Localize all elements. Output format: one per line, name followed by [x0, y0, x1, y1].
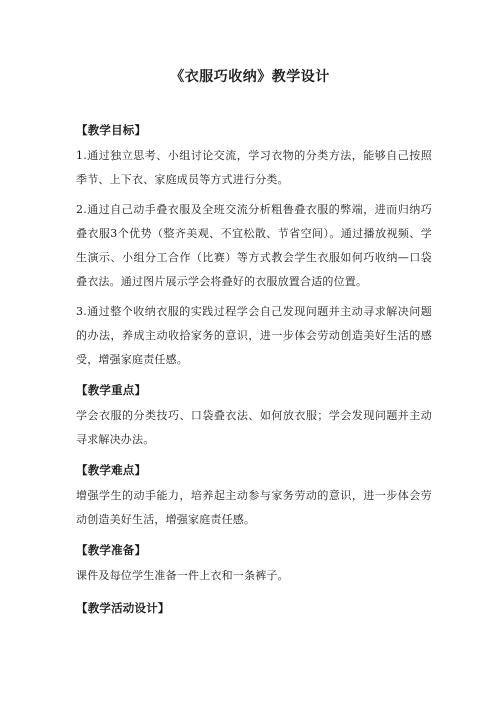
key-points-text: 学会衣服的分类技巧、口袋叠衣法、如何放衣服；学会发现问题并主动寻求解决办法。	[76, 409, 432, 446]
section-key-points	[76, 378, 432, 452]
preparation-text: 课件及每位学生准备一件上衣和一条裤子。	[76, 569, 289, 582]
goal-item-2: 2.通过自己动手叠衣服及全班交流分析粗鲁叠衣服的弊端，进而归纳巧叠衣服3个优势（整齐美观、不宜松散、节省空间）。通过播放视频、学生演示、小组分工合作（比赛）等方式教会学生衣服如何巧收纳—口袋叠衣法。通过图片展示学会将叠好的衣服放置合适的位置。	[76, 203, 432, 288]
section-preparation	[76, 538, 432, 588]
section-heading: 【教学目标】	[76, 123, 147, 137]
section-heading: 【教学活动设计】	[76, 601, 170, 615]
section-teaching-goals	[76, 118, 432, 372]
document-title: 《衣服巧收纳》教学设计	[170, 69, 330, 85]
section-activities	[76, 596, 432, 620]
goal-item-3: 3.通过整个收纳衣服的实践过程学会自己发现问题并主动寻求解决问题的办法，养成主动收拾家务的意识，进一步体会劳动创造美好生活的感受，增强家庭责任感。	[76, 305, 432, 366]
goal-item-1: 1.通过独立思考、小组讨论交流，学习衣物的分类方法，能够自己按照季节、上下衣、家庭成员等方式进行分类。	[76, 149, 432, 186]
document-body	[76, 118, 432, 622]
section-heading: 【教学重点】	[76, 383, 147, 397]
difficulties-text: 增强学生的动手能力，培养起主动参与家务劳动的意识，进一步体会劳动创造美好生活，增强家庭责任感。	[76, 489, 432, 526]
section-heading: 【教学难点】	[76, 463, 147, 477]
section-difficulties	[76, 458, 432, 532]
section-heading: 【教学准备】	[76, 543, 147, 557]
